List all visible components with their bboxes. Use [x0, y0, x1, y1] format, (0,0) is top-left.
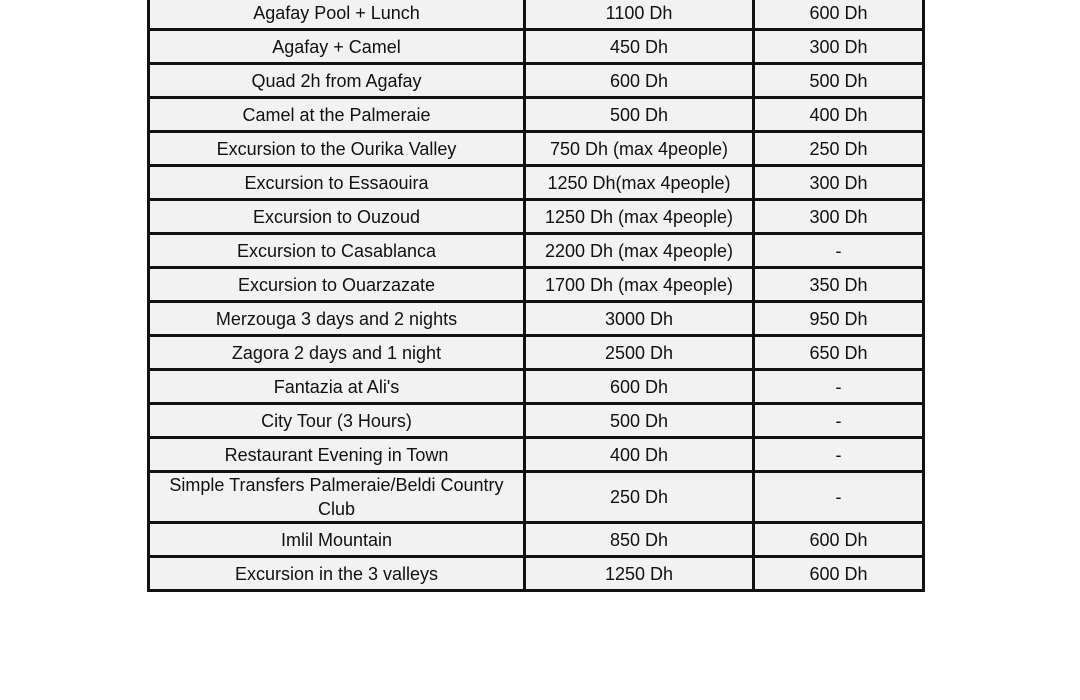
table-row [149, 268, 924, 302]
table-row [149, 64, 924, 98]
activity-cell: Fantazia at Ali's [149, 370, 525, 404]
price-cell: 450 Dh [525, 30, 754, 64]
price-cell: 250 Dh [525, 472, 754, 523]
table-row [149, 438, 924, 472]
price-cell: 3000 Dh [525, 302, 754, 336]
activity-cell: Imlil Mountain [149, 523, 525, 557]
activity-cell: Zagora 2 days and 1 night [149, 336, 525, 370]
activity-cell: Excursion in the 3 valleys [149, 557, 525, 591]
activity-cell: Excursion to Essaouira [149, 166, 525, 200]
extra-price-cell: 500 Dh [754, 64, 924, 98]
activity-cell: Simple Transfers Palmeraie/Beldi Country Club [149, 472, 525, 523]
price-cell: 1250 Dh [525, 557, 754, 591]
price-cell: 1250 Dh (max 4people) [525, 200, 754, 234]
activity-cell: Excursion to Ouarzazate [149, 268, 525, 302]
price-cell: 600 Dh [525, 370, 754, 404]
extra-price-cell: - [754, 404, 924, 438]
extra-price-cell: 400 Dh [754, 98, 924, 132]
table-row [149, 98, 924, 132]
table-row [149, 0, 924, 30]
extra-price-cell: - [754, 472, 924, 523]
price-cell: 2500 Dh [525, 336, 754, 370]
extra-price-cell: - [754, 370, 924, 404]
extra-price-cell: 600 Dh [754, 557, 924, 591]
table-row [149, 30, 924, 64]
activity-cell: Excursion to Casablanca [149, 234, 525, 268]
table-row [149, 336, 924, 370]
extra-price-cell: - [754, 234, 924, 268]
table-row [149, 166, 924, 200]
extra-price-cell: 600 Dh [754, 523, 924, 557]
price-cell: 750 Dh (max 4people) [525, 132, 754, 166]
price-cell: 500 Dh [525, 404, 754, 438]
activity-cell: Agafay Pool + Lunch [149, 0, 525, 30]
extra-price-cell: 300 Dh [754, 30, 924, 64]
activity-cell: Camel at the Palmeraie [149, 98, 525, 132]
extra-price-cell: 950 Dh [754, 302, 924, 336]
activity-cell: Quad 2h from Agafay [149, 64, 525, 98]
activity-cell: Excursion to the Ourika Valley [149, 132, 525, 166]
table-row [149, 557, 924, 591]
price-table [147, 0, 925, 592]
price-cell: 400 Dh [525, 438, 754, 472]
price-cell: 600 Dh [525, 64, 754, 98]
price-cell: 1100 Dh [525, 0, 754, 30]
table-row [149, 302, 924, 336]
activity-cell: Agafay + Camel [149, 30, 525, 64]
price-cell: 1700 Dh (max 4people) [525, 268, 754, 302]
table-row [149, 132, 924, 166]
extra-price-cell: 600 Dh [754, 0, 924, 30]
price-cell: 2200 Dh (max 4people) [525, 234, 754, 268]
extra-price-cell: - [754, 438, 924, 472]
price-cell: 1250 Dh(max 4people) [525, 166, 754, 200]
extra-price-cell: 350 Dh [754, 268, 924, 302]
activity-cell: City Tour (3 Hours) [149, 404, 525, 438]
price-cell: 850 Dh [525, 523, 754, 557]
table-row [149, 523, 924, 557]
activity-cell: Merzouga 3 days and 2 nights [149, 302, 525, 336]
activity-cell: Excursion to Ouzoud [149, 200, 525, 234]
table-row [149, 200, 924, 234]
activity-cell: Restaurant Evening in Town [149, 438, 525, 472]
extra-price-cell: 300 Dh [754, 200, 924, 234]
extra-price-cell: 300 Dh [754, 166, 924, 200]
table-row [149, 370, 924, 404]
table-row [149, 472, 924, 523]
extra-price-cell: 250 Dh [754, 132, 924, 166]
extra-price-cell: 650 Dh [754, 336, 924, 370]
table-row [149, 404, 924, 438]
table-row [149, 234, 924, 268]
price-cell: 500 Dh [525, 98, 754, 132]
